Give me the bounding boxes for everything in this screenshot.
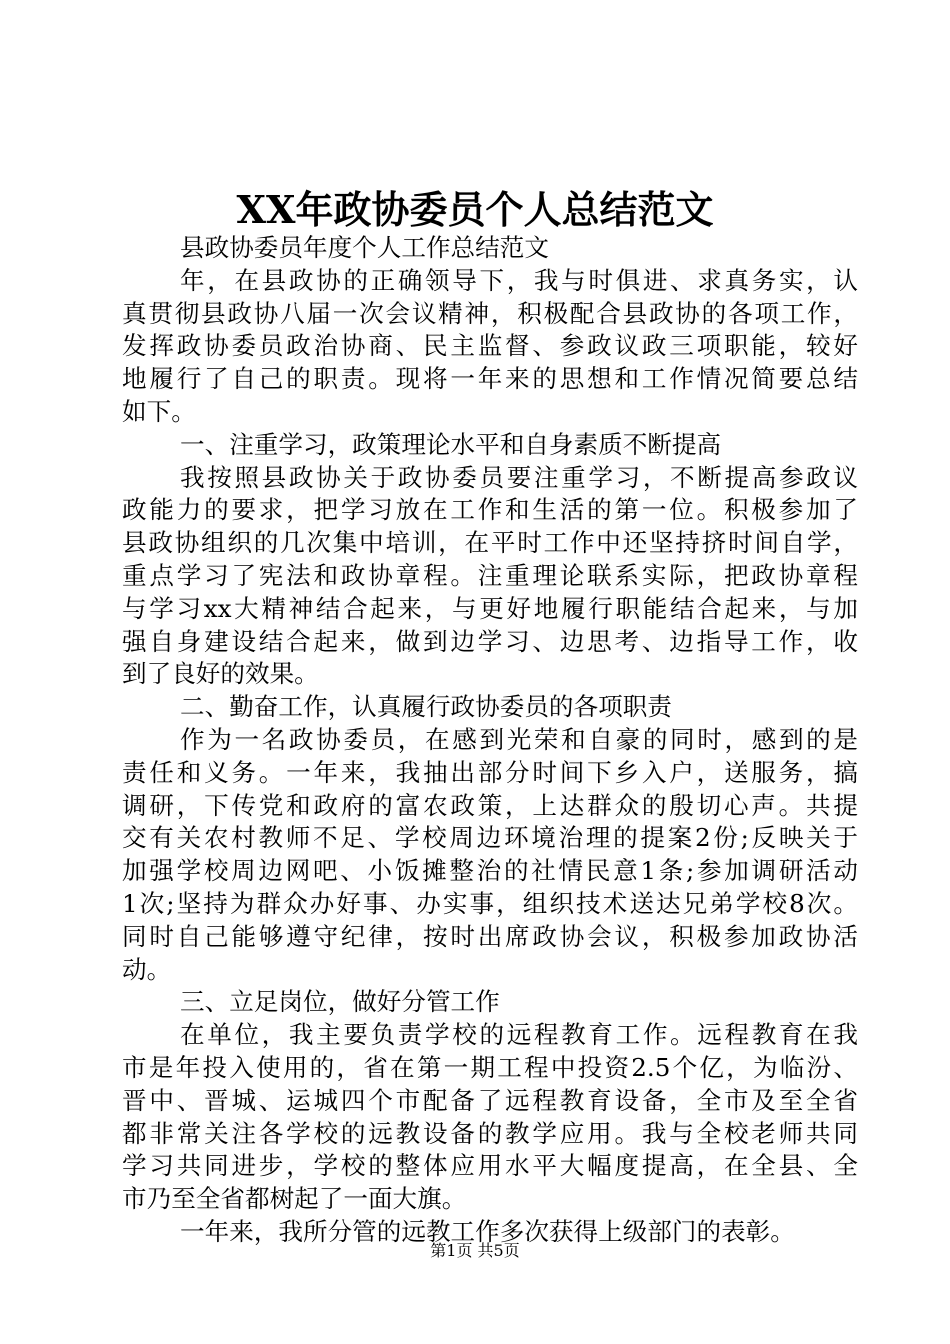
text-line: 1次;坚持为群众办好事、办实事，组织技术送达兄弟学校8次。 (122, 888, 858, 918)
text-line: 重点学习了宪法和政协章程。注重理论联系实际，把政协章程 (122, 560, 858, 590)
text-line: 县政协委员年度个人工作总结范文 (180, 233, 549, 262)
text-line: 三、立足岗位，做好分管工作 (180, 987, 500, 1017)
text-line: 强自身建设结合起来，做到边学习、边思考、边指导工作，收 (122, 626, 858, 656)
text-line: 在单位，我主要负责学校的远程教育工作。远程教育在我 (180, 1020, 858, 1050)
text-line: 与学习xx大精神结合起来，与更好地履行职能结合起来，与加 (122, 593, 858, 623)
text-line: 责任和义务。一年来，我抽出部分时间下乡入户，送服务，搞 (122, 757, 858, 787)
text-line: 交有关农村教师不足、学校周边环境治理的提案2份;反映关于 (122, 823, 858, 853)
text-line: 政能力的要求，把学习放在工作和生活的第一位。积极参加了 (122, 495, 858, 525)
text-line: 都非常关注各学校的远教设备的教学应用。我与全校老师共同 (122, 1118, 858, 1148)
page-footer: 第1页 共5页 (430, 1241, 520, 1260)
text-line: 一年来，我所分管的远教工作多次获得上级部门的表彰。 (180, 1216, 795, 1246)
text-line: 一、注重学习，政策理论水平和自身素质不断提高 (180, 429, 722, 459)
text-line: 二、勤奋工作，认真履行政协委员的各项职责 (180, 692, 672, 722)
text-line: 市是年投入使用的，省在第一期工程中投资2.5个亿，为临汾、 (122, 1052, 858, 1082)
text-line: 到了良好的效果。 (122, 659, 319, 689)
text-line: 同时自己能够遵守纪律，按时出席政协会议，积极参加政协活 (122, 921, 858, 951)
text-line: 真贯彻县政协八届一次会议精神，积极配合县政协的各项工作， (122, 298, 858, 328)
text-line: 市乃至全省都树起了一面大旗。 (122, 1184, 467, 1214)
text-line: 作为一名政协委员，在感到光荣和自豪的同时，感到的是 (180, 724, 858, 754)
text-line: 发挥政协委员政治协商、民主监督、参政议政三项职能，较好 (122, 331, 858, 361)
text-line: 年，在县政协的正确领导下，我与时俱进、求真务实，认 (180, 265, 858, 295)
text-line: 加强学校周边网吧、小饭摊整治的社情民意1条;参加调研活动 (122, 856, 858, 886)
document-title: XX年政协委员个人总结范文 (236, 187, 714, 232)
text-line: 我按照县政协关于政协委员要注重学习，不断提高参政议 (180, 462, 858, 492)
document-body (122, 232, 858, 1249)
text-line: 调研，下传党和政府的富农政策，上达群众的殷切心声。共提 (122, 790, 858, 820)
text-line: 地履行了自己的职责。现将一年来的思想和工作情况简要总结 (122, 364, 858, 394)
text-line: 动。 (122, 954, 172, 984)
text-line: 如下。 (122, 396, 196, 426)
text-line: 县政协组织的几次集中培训，在平时工作中还坚持挤时间自学， (122, 528, 858, 558)
text-line: 学习共同进步，学校的整体应用水平大幅度提高，在全县、全 (122, 1151, 858, 1181)
text-line: 晋中、晋城、运城四个市配备了远程教育设备，全市及至全省 (122, 1085, 858, 1115)
